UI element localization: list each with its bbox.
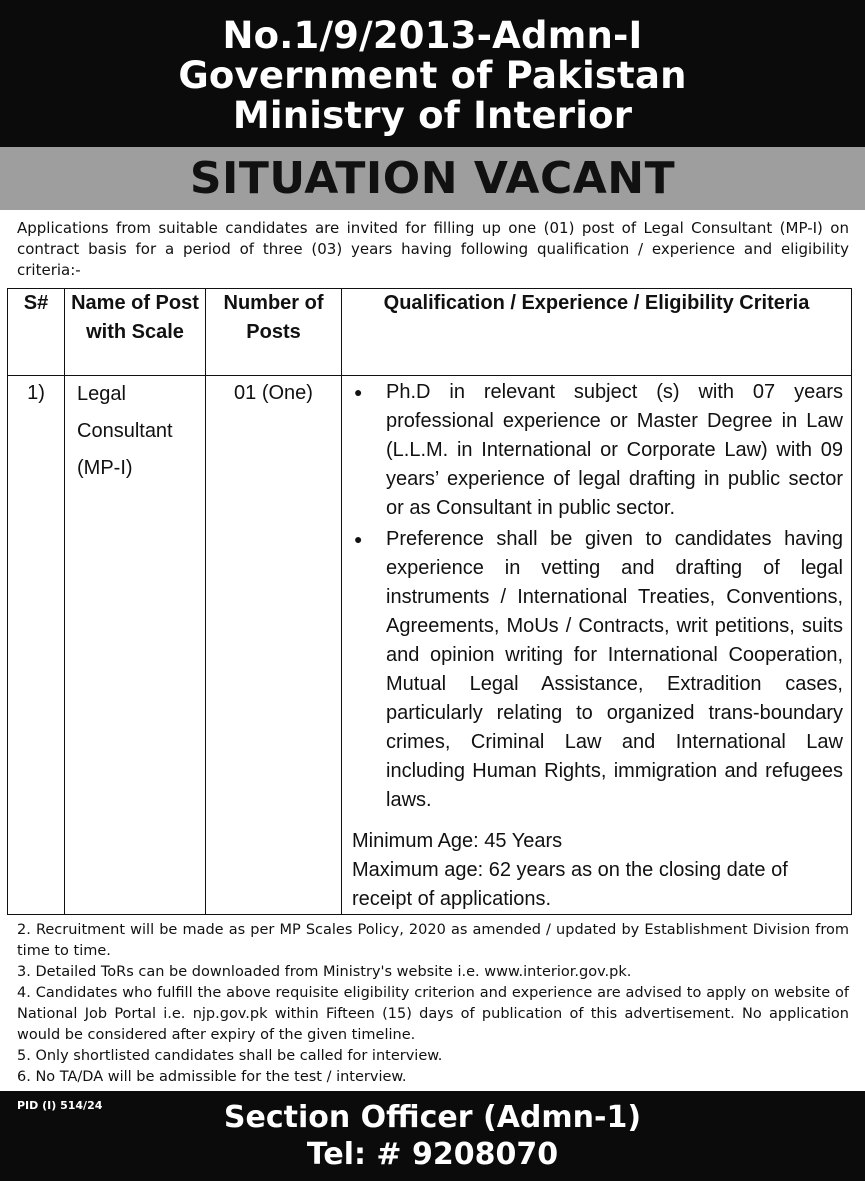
header-block [0,0,865,147]
list-item [352,525,843,815]
post-name-line: Consultant [77,420,173,442]
post-scale: (MP-I) [77,457,133,479]
ministry-name: Ministry of Interior [232,94,633,137]
note-item: 2. Recruitment will be made as per MP Scales Policy, 2020 as amended / updated by Establishment Division from time to time. [17,922,849,959]
post-name-line: Legal [77,383,126,405]
contact-block [0,1099,865,1173]
list-item [352,378,843,523]
criteria-text-preference: Preference shall be given to candidates having experience in vetting and drafting of legal instruments / International Treaties, Conventions, Agreements, MoUs / Contracts, writ petitions, suits and opinion writing for International Cooperation, Mutual Legal Assistance, Extradition cases, particularly relating to organized trans-boundary crimes, Criminal Law and International Law including Human Rights, immigration and refugees laws. [386,528,843,811]
column-header-criteria: Qualification / Experience / Eligibility Criteria [342,289,852,376]
cell-post-name [65,376,206,915]
notes-section [17,920,849,1088]
section-officer: Section Officer (Admn-1) [223,1100,642,1135]
reference-number: No.1/9/2013-Admn-I [222,14,643,57]
footer-block [0,1091,865,1181]
note-item: 4. Candidates who fulfill the above requisite eligibility criterion and experience are advised to apply on website of National Job Portal i.e. njp.gov.pk within Fifteen (15) days of publication of this advertisement. No application would be considered after expiry of the given timeline. [17,985,849,1043]
note-item: 3. Detailed ToRs can be downloaded from Ministry's website i.e. www.interior.gov.pk. [17,964,632,980]
table-header-row [8,289,852,376]
cell-number-of-posts: 01 (One) [206,376,342,915]
pid-code: PID (I) 514/24 [17,1099,103,1112]
column-header-post-name: Name of Post with Scale [65,289,206,376]
cell-serial-number: 1) [8,376,65,915]
note-item: 5. Only shortlisted candidates shall be called for interview. [17,1048,443,1064]
table-row [8,376,852,915]
cell-criteria [342,376,852,915]
bullet-icon: ● [354,384,363,400]
note-item: 6. No TA/DA will be admissible for the test / interview. [17,1069,407,1085]
maximum-age: Maximum age: 62 years as on the closing date of receipt of applications. [352,859,788,910]
intro-paragraph: Applications from suitable candidates are invited for filling up one (01) post of Legal Consultant (MP-I) on contract basis for a period of three (03) years having following qualification / experience and eligibility criteria:- [17,219,849,279]
criteria-text-qualification: Ph.D in relevant subject (s) with 07 years professional experience or Master Degree in Law (L.L.M. in International or Corporate Law) with 09 years’ experience of legal drafting in public sector or as Consultant in public sector. [386,381,843,519]
telephone-number: Tel: # 9208070 [306,1137,559,1172]
column-header-number-of-posts: Number of Posts [206,289,342,376]
government-name: Government of Pakistan [178,54,687,97]
vacancy-table [7,288,852,915]
criteria-list [352,378,843,815]
column-header-sn: S# [8,289,65,376]
page-title: SITUATION VACANT [0,147,865,210]
bullet-icon: ● [354,531,363,547]
minimum-age: Minimum Age: 45 Years [352,830,563,852]
